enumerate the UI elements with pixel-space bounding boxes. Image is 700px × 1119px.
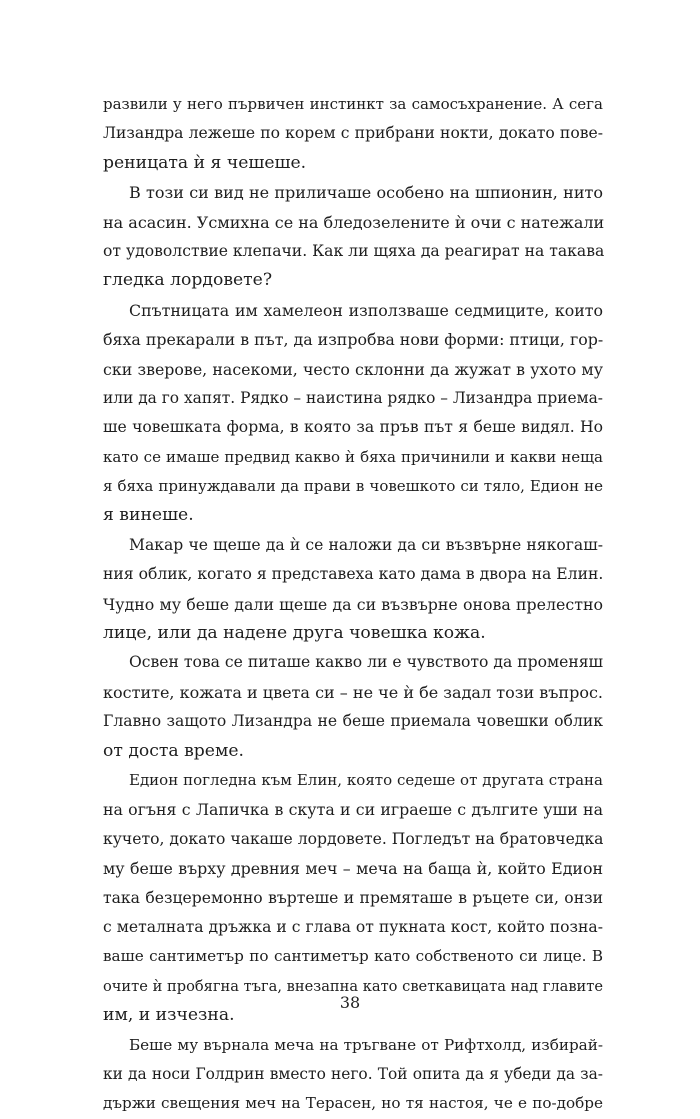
text-line: кучето, докато чакаше лордовете. Погледът на братовчедка bbox=[103, 829, 604, 848]
text-line: на огъня с Лапичка в скута и си играеше с дългите уши на bbox=[103, 800, 603, 820]
text-line: реницата ѝ я чешеше. bbox=[103, 152, 307, 173]
text-line: ше човешката форма, в която за пръв път я беше видял. Но bbox=[103, 418, 603, 437]
text-line: Спътницата им хамелеон използваше седмиците, които bbox=[129, 300, 603, 320]
text-line: развили у него първичен инстинкт за самосъхранение. А сега bbox=[103, 95, 603, 113]
text-line: му беше върху древния меч – меча на баща ѝ, който Едион bbox=[103, 859, 603, 879]
text-line: така безцеремонно въртеше и премяташе в ръцете си, онзи bbox=[103, 888, 603, 907]
text-line: В този си вид не приличаше особено на шпионин, нито bbox=[129, 183, 603, 203]
paragraph bbox=[103, 296, 603, 531]
text-line: на асасин. Усмихна се на бледозелените ѝ очи с натежали bbox=[103, 212, 605, 232]
text-line: Освен това се питаше какво ли е чувството да променяш bbox=[129, 653, 604, 672]
text-line: лице, или да надене друга човешка кожа. bbox=[103, 623, 486, 644]
text-line: Едион погледна към Елин, която седеше от другата страна bbox=[129, 770, 603, 789]
text-line: ния облик, когато я представеха като дама в двора на Елин. bbox=[103, 565, 604, 584]
text-line: ки да носи Голдрин вместо него. Той опита да я убеди да за- bbox=[103, 1064, 603, 1083]
text-line: Лизандра лежеше по корем с прибрани нокти, докато пове- bbox=[103, 124, 603, 143]
text-line: бяха прекарали в път, да изпробва нови форми: птици, гор- bbox=[103, 330, 604, 350]
text-line: ски зверове, насекоми, често склонни да жужат в ухото му bbox=[103, 359, 603, 379]
text-line: с металната дръжка и с глава от пукната кост, който позна- bbox=[103, 917, 603, 936]
text-line: от удоволствие клепачи. Как ли щяха да реагират на такава bbox=[103, 241, 605, 260]
text-line: Главно защото Лизандра не беше приемала човешки облик bbox=[103, 712, 603, 731]
body-text bbox=[103, 90, 603, 1119]
text-line: я бяха принуждавали да прави в човешкото си тяло, Едион не bbox=[103, 477, 603, 496]
paragraph bbox=[103, 648, 603, 766]
paragraph bbox=[103, 531, 603, 649]
text-line: Беше му върнала меча на тръгване от Рифтхолд, избирай- bbox=[129, 1035, 603, 1054]
text-line: им, и изчезна. bbox=[103, 1005, 235, 1026]
text-line: Чудно му беше дали щеше да си възвърне онова прелестно bbox=[103, 594, 603, 614]
text-line: я винеше. bbox=[103, 505, 194, 526]
text-line: от доста време. bbox=[103, 740, 244, 761]
text-line: ваше сантиметър по сантиметър като собственото си лице. В bbox=[103, 947, 603, 966]
page-number: 38 bbox=[339, 993, 361, 1012]
text-line: очите ѝ пробягна тъга, внезапна като светкавицата над главите bbox=[103, 977, 603, 995]
text-line: държи свещения меч на Терасен, но тя настоя, че е по-добре bbox=[103, 1094, 603, 1113]
text-line: гледка лордовете? bbox=[103, 270, 273, 291]
paragraph bbox=[103, 766, 603, 1031]
text-line: Макар че щеше да ѝ се наложи да си възвърне някогаш- bbox=[129, 535, 603, 554]
text-line: или да го хапят. Рядко – наистина рядко – Лизандра приема- bbox=[103, 388, 603, 407]
text-line: костите, кожата и цвета си – не че ѝ бе задал този въпрос. bbox=[103, 682, 603, 702]
paragraph bbox=[103, 90, 603, 178]
paragraph bbox=[103, 178, 603, 296]
text-line: като се имаше предвид какво ѝ бяха причинили и какви неща bbox=[103, 447, 603, 466]
